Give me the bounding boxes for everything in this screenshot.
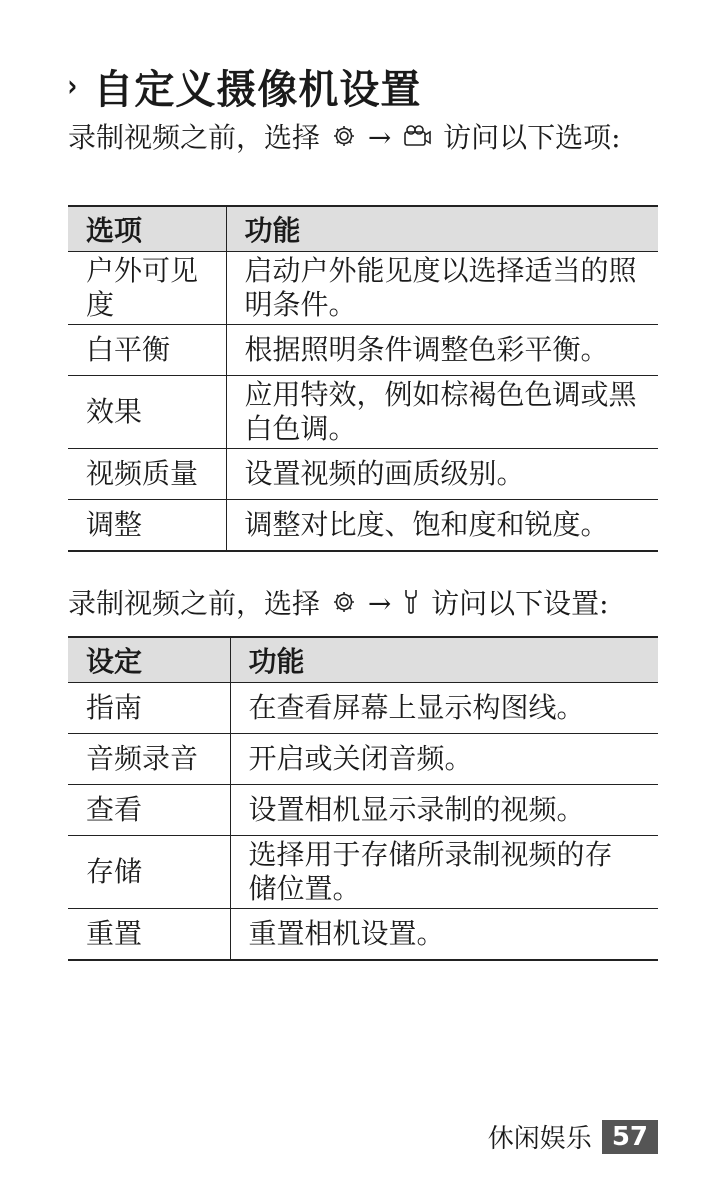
page-footer [488,1118,658,1155]
setting-desc: 选择用于存储所录制视频的存储位置。 [230,836,658,909]
option-desc: 根据照明条件调整色彩平衡。 [226,325,658,376]
intro-before: 录制视频之前，选择 [68,587,321,620]
table-row [68,683,658,734]
table-header-row [68,206,658,252]
table-row [68,500,658,552]
header-function: 功能 [226,206,658,252]
header-option: 选项 [68,206,226,252]
setting-name: 查看 [68,785,230,836]
page-number: 57 [602,1120,658,1154]
intro-text-options [68,120,668,158]
setting-desc: 设置相机显示录制的视频。 [230,785,658,836]
options-table [68,205,658,552]
table-row [68,376,658,449]
option-name: 调整 [68,500,226,552]
option-name: 白平衡 [68,325,226,376]
intro-after: 访问以下设置: [431,587,609,620]
intro-before: 录制视频之前，选择 [68,121,321,154]
table-row [68,252,658,325]
option-desc: 应用特效，例如棕褐色色调或黑白色调。 [226,376,658,449]
intro-after: 访问以下选项: [443,121,621,154]
option-desc: 设置视频的画质级别。 [226,449,658,500]
setting-name: 存储 [68,836,230,909]
gear-icon [331,122,357,158]
section-heading [66,58,421,115]
table-row [68,325,658,376]
intro-arrow: → [367,587,392,620]
page-title: 自定义摄像机设置 [93,67,422,113]
option-desc: 调整对比度、饱和度和锐度。 [226,500,658,552]
setting-desc: 重置相机设置。 [230,909,658,961]
option-name: 户外可见度 [68,252,226,325]
setting-desc: 在查看屏幕上显示构图线。 [230,683,658,734]
camcorder-icon [402,122,432,158]
table-row [68,909,658,961]
table-row [68,734,658,785]
option-desc: 启动户外能见度以选择适当的照明条件。 [226,252,658,325]
table-header-row [68,637,658,683]
option-name: 效果 [68,376,226,449]
gear-icon [331,588,357,624]
table-row [68,836,658,909]
header-setting: 设定 [68,637,230,683]
chevron-right-icon: › [67,69,79,104]
setting-name: 指南 [68,683,230,734]
table-row [68,449,658,500]
section-name: 休闲娱乐 [487,1124,592,1154]
settings-table [68,636,658,961]
option-name: 视频质量 [68,449,226,500]
wrench-icon [402,587,420,624]
table-row [68,785,658,836]
intro-text-settings [68,586,668,624]
setting-name: 音频录音 [68,734,230,785]
header-function: 功能 [230,637,658,683]
intro-arrow: → [367,121,392,154]
setting-desc: 开启或关闭音频。 [230,734,658,785]
setting-name: 重置 [68,909,230,961]
